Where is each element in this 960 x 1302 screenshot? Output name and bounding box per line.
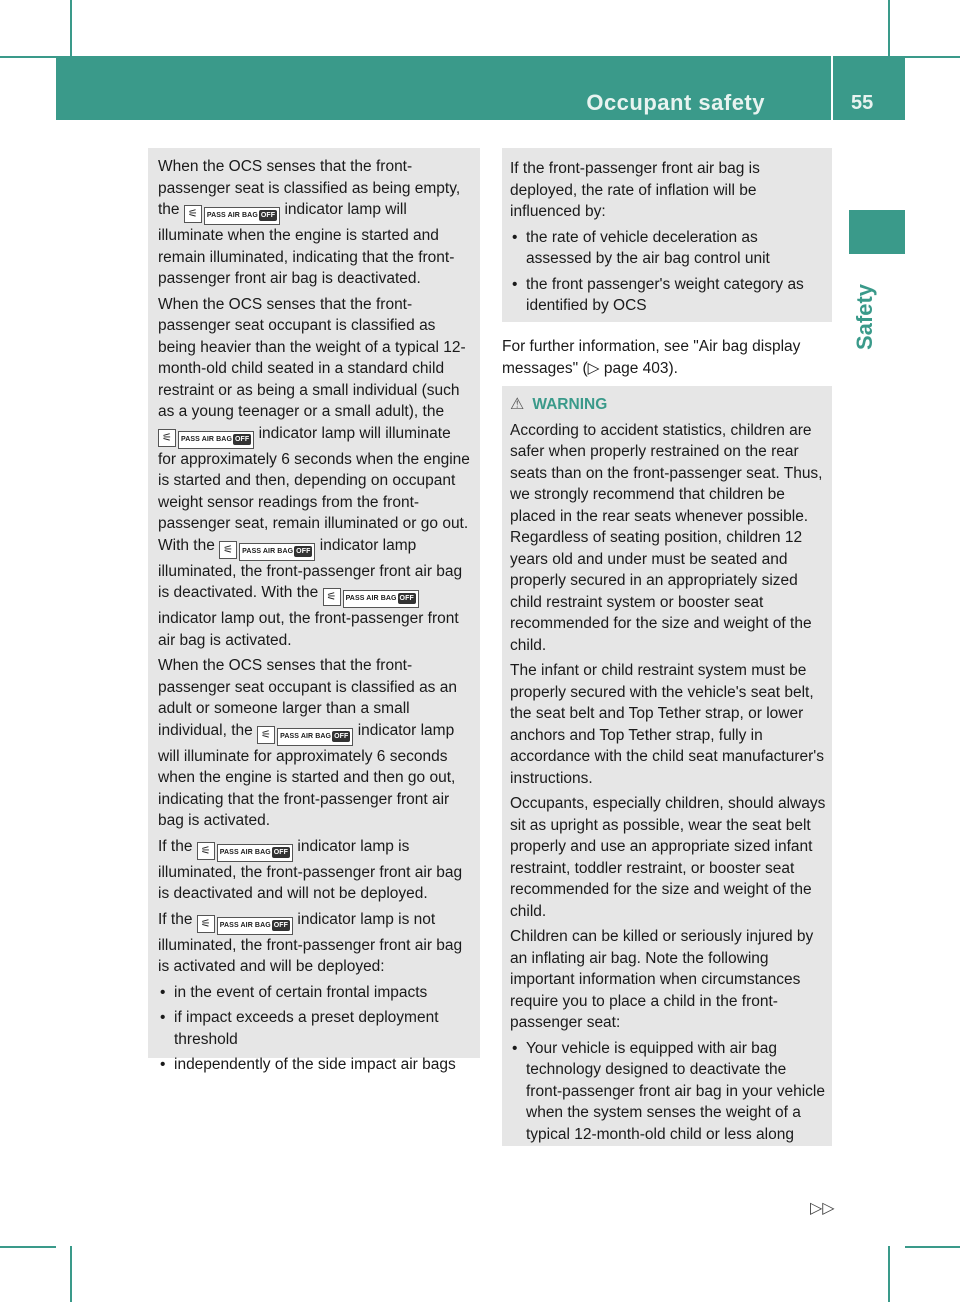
paragraph: If the ⚟ PASS AIR BAG OFF indicator lamp is not illuminated, the front-passenger front air bag is activated and will be deployed: — [158, 910, 463, 975]
airbag-person-icon: ⚟ — [257, 726, 275, 744]
right-info-box — [502, 148, 832, 322]
header-divider — [831, 56, 833, 120]
crop-mark — [888, 1246, 890, 1302]
left-info-box — [148, 148, 480, 1073]
indicator-lamp — [197, 839, 293, 862]
bullet-list — [510, 227, 826, 317]
indicator-lamp — [197, 912, 293, 935]
pass-air-bag-label: PASS AIR BAG OFF — [277, 728, 353, 746]
paragraph: When the OCS senses that the front-passenger seat is classified as being empty, the ⚟ PASS AIR BAG OFF indicator lamp will illuminate when the engine is started and remain illuminated, indicating that the front-passenger front air bag is deactivated. — [158, 158, 461, 287]
paragraph: Children can be killed or seriously injured by an inflating air bag. Note the following important information when circumstances require you to place a child in the front-passenger seat: — [510, 928, 814, 1031]
pass-air-bag-label: PASS AIR BAG OFF — [217, 844, 293, 862]
paragraph: If the front-passenger front air bag is deployed, the rate of inflation will be influenced by: — [510, 160, 760, 220]
further-info: For further information, see "Air bag display messages" (▷ page 403). — [502, 338, 801, 377]
crop-mark — [70, 0, 72, 56]
airbag-person-icon: ⚟ — [158, 429, 176, 447]
indicator-lamp — [184, 202, 280, 225]
list-item: • in the event of certain frontal impacts — [158, 982, 472, 1004]
page-number: 55 — [851, 92, 874, 114]
indicator-lamp — [219, 538, 315, 561]
airbag-person-icon: ⚟ — [197, 842, 215, 860]
crop-mark — [70, 1246, 72, 1302]
airbag-person-icon: ⚟ — [184, 205, 202, 223]
list-item: • if impact exceeds a preset deployment threshold — [158, 1007, 472, 1050]
paragraph: The infant or child restraint system must be properly secured with the vehicle's seat belt, the seat belt and Top Tether strap, or lower anchors and Top Tether strap, fully in accordance with the child seat manufacturer's instructions. — [510, 662, 824, 787]
crop-mark — [905, 1246, 960, 1248]
bullet-list — [510, 1038, 826, 1146]
pass-air-bag-label: PASS AIR BAG OFF — [217, 917, 293, 935]
paragraph: If the ⚟ PASS AIR BAG OFF indicator lamp is illuminated, the front-passenger front air bag is deactivated and will not be deployed. — [158, 837, 463, 902]
pass-air-bag-label: PASS AIR BAG OFF — [178, 431, 254, 449]
section-label: Safety — [852, 283, 877, 350]
crop-mark — [0, 1246, 56, 1248]
indicator-lamp — [323, 585, 419, 608]
airbag-person-icon: ⚟ — [197, 915, 215, 933]
airbag-person-icon: ⚟ — [323, 588, 341, 606]
page-title: Occupant safety — [586, 90, 765, 115]
list-item: • Your vehicle is equipped with air bag technology designed to deactivate the front-passenger front air bag in your vehicle when the system senses the weight of a typical 12-month-old child or less along — [510, 1038, 826, 1146]
pass-air-bag-label: PASS AIR BAG OFF — [204, 207, 280, 225]
paragraph: When the OCS senses that the front-passenger seat occupant is classified as an adult or someone larger than a small individual, the ⚟ PASS AIR BAG OFF indicator lamp will illuminate for approximately 6 seconds when the engine is started and then go out, indicating that the front-passenger front air bag is activated. — [158, 657, 457, 829]
paragraph: According to accident statistics, children are safer when properly restrained on the rear seats than on the front-passenger seat. Thus, we strongly recommend that children be placed in the rear seats whenever possible. Regardless of seating position, children 12 years old and under must be seated and properly secured in an appropriately sized child restraint system or booster seat recommended for the size and weight of the child. — [510, 421, 823, 654]
paragraph: Occupants, especially children, should always sit as upright as possible, wear the seat belt properly and use an appropriate sized infant restraint, toddler restraint, or booster seat recommended for the size and weight of the child. — [510, 795, 826, 920]
crop-mark — [0, 56, 56, 58]
pass-air-bag-label: PASS AIR BAG OFF — [239, 543, 315, 561]
warning-title: ⚠ WARNING — [510, 394, 826, 416]
indicator-lamp — [158, 426, 254, 449]
page-ref-arrow-icon: ▷ — [587, 359, 600, 377]
list-item: • the front passenger's weight category as identified by OCS — [510, 274, 826, 317]
bullet-list — [158, 982, 472, 1076]
section-tab — [849, 210, 905, 254]
crop-mark — [888, 0, 890, 56]
page-header — [56, 56, 905, 120]
warning-triangle-icon: ⚠ — [510, 396, 525, 413]
list-item: • the rate of vehicle deceleration as assessed by the air bag control unit — [510, 227, 826, 270]
crop-mark — [905, 56, 960, 58]
pass-air-bag-label: PASS AIR BAG OFF — [343, 590, 419, 608]
list-item: • independently of the side impact air bags — [158, 1054, 472, 1076]
warning-box — [502, 386, 832, 1146]
paragraph: When the OCS senses that the front-passenger seat occupant is classified as being heavier than the weight of a typical 12-month-old child seated in a standard child restraint or as being a small individual (such as a young teenager or a small adult), the ⚟ PASS AIR BAG OFF indicator lamp will illuminate for approximately 6 seconds when the engine is started and then, depending on occupant weight sensor readings from the front-passenger seat, remain illuminated or go out. With the ⚟ PASS AIR BAG OFF indicator lamp illuminated, the front-passenger front air bag is deactivated. With the ⚟ PASS AIR BAG OFF indicator lamp out, the front-passenger front air bag is activated. — [158, 295, 470, 649]
indicator-lamp — [257, 723, 353, 746]
continue-arrow-icon: ▷▷ — [810, 1200, 835, 1217]
airbag-person-icon: ⚟ — [219, 541, 237, 559]
